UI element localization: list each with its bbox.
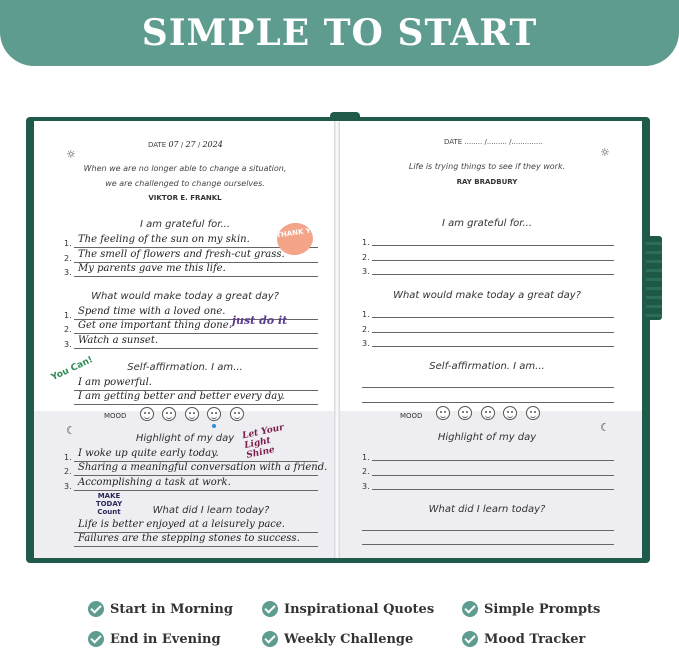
check-circle-icon [262,631,278,647]
banner-title: SIMPLE TO START [141,12,538,54]
great-day-heading: What would make today a great day? [91,291,279,302]
writing-line [74,333,318,334]
line-number: 3. [362,339,370,348]
line-number: 3. [64,268,72,277]
smiley-face-icon[interactable] [162,407,176,421]
feature-label: Inspirational Quotes [284,601,435,617]
line-number: 1. [64,311,72,320]
learn-heading: What did I learn today? [428,504,546,515]
feature-label: Weekly Challenge [284,631,414,647]
date-label: DATE [148,141,167,149]
line-number: 1. [362,453,370,462]
writing-line [372,489,614,490]
line-number: 2. [64,325,72,334]
writing-line [74,348,318,349]
let-your-light-shine-sticker: Let Your Light Shine [241,422,285,461]
smiley-face-icon[interactable] [526,406,540,420]
line-number: 3. [64,482,72,491]
affirmation-heading: Self-affirmation. I am... [429,361,545,372]
highlight-heading: Highlight of my day [437,432,537,443]
writing-line [372,332,614,333]
mood-selected-marker [212,424,216,428]
you-can-sticker: You Can! [49,355,95,383]
feature-item [462,631,585,647]
check-circle-icon [462,631,478,647]
writing-line [74,404,318,405]
writing-line [74,546,318,547]
quote-line-1: When we are no longer able to change a situation, [83,164,287,173]
grateful-heading: I am grateful for... [441,218,533,229]
great-day-entry: Get one important thing done. [78,320,232,331]
right-page [338,121,642,558]
sun-icon: ☼ [66,148,76,161]
great-day-heading: What would make today a great day? [393,290,581,301]
grateful-entry: The feeling of the sun on my skin. [78,234,250,245]
learn-heading: What did I learn today? [152,505,270,516]
date-field: DATE ........ /......... /.............. [444,138,543,146]
writing-line [362,544,614,545]
highlight-entry: Accomplishing a task at work. [78,477,231,488]
thank-you-sticker: THANK YOU [275,221,315,258]
smiley-face-icon[interactable] [458,406,472,420]
feature-item [88,631,221,647]
check-circle-icon [88,601,104,617]
writing-line [372,346,614,347]
learn-entry: Failures are the stepping stones to success. [78,533,300,544]
feature-label: Simple Prompts [484,601,601,617]
elastic-band [646,236,662,320]
highlight-heading: Highlight of my day [135,433,235,444]
grateful-entry: The smell of flowers and fresh-cut grass. [78,249,285,260]
line-number: 2. [362,467,370,476]
great-day-entry: Watch a sunset. [78,335,159,346]
writing-line [372,260,614,261]
learn-entry: Life is better enjoyed at a leisurely pace. [78,519,285,530]
feature-item [462,601,600,617]
feature-list [0,596,679,649]
smiley-face-icon[interactable] [230,407,244,421]
writing-line [74,276,318,277]
affirmation-entry: I am getting better and better every day. [78,391,285,402]
writing-line [372,274,614,275]
writing-line [372,245,614,246]
title-banner [0,0,679,66]
smiley-face-icon[interactable] [481,406,495,420]
line-number: 1. [64,239,72,248]
make-today-count-sticker: MAKE TODAY Count [95,492,123,516]
feature-label: End in Evening [110,631,221,647]
quote-author: RAY BRADBURY [456,178,518,186]
line-number: 2. [64,467,72,476]
grateful-heading: I am grateful for... [139,219,231,230]
quote-line: Life is trying things to see if they work. [408,162,566,171]
smiley-face-icon[interactable] [140,407,154,421]
affirmation-entry: I am powerful. [78,377,152,388]
moon-icon: ☾ [66,424,76,437]
feature-label: Mood Tracker [484,631,586,647]
line-number: 3. [64,340,72,349]
line-number: 1. [362,310,370,319]
quote-author: VIKTOR E. FRANKL [148,194,222,202]
date-month: 07 [168,140,179,149]
check-circle-icon [262,601,278,617]
check-circle-icon [88,631,104,647]
check-circle-icon [462,601,478,617]
mood-label: MOOD [400,412,423,420]
line-number: 2. [362,253,370,262]
writing-line [362,530,614,531]
line-number: 1. [64,453,72,462]
smiley-face-icon[interactable] [207,407,221,421]
line-number: 3. [362,482,370,491]
moon-icon: ☾ [600,421,610,434]
grateful-entry: My parents gave me this life. [78,263,226,274]
writing-line [372,317,614,318]
writing-line [362,402,614,403]
date-day: 27 [185,140,196,149]
line-number: 3. [362,267,370,276]
writing-line [74,475,318,476]
line-number: 2. [362,325,370,334]
quote-line-2: we are challenged to change ourselves. [105,179,265,188]
feature-label: Start in Morning [110,601,233,617]
line-number: 1. [362,238,370,247]
just-do-it-sticker: just do it [232,314,288,327]
smiley-face-icon[interactable] [436,406,450,420]
highlight-entry: Sharing a meaningful conversation with a friend. [78,462,328,473]
writing-line [362,387,614,388]
book-spine [334,121,340,558]
line-number: 2. [64,254,72,263]
writing-line [74,490,318,491]
sun-icon: ☼ [600,146,610,159]
feature-item [262,631,413,647]
feature-item [88,601,233,617]
great-day-entry: Spend time with a loved one. [78,306,226,317]
date-year: 2024 [202,140,223,149]
writing-line [372,475,614,476]
smiley-face-icon[interactable] [185,407,199,421]
smiley-face-icon[interactable] [503,406,517,420]
mood-label: MOOD [104,412,127,420]
writing-line [372,460,614,461]
feature-item [262,601,434,617]
highlight-entry: I woke up quite early today. [78,448,219,459]
affirmation-heading: Self-affirmation. I am... [127,362,243,373]
